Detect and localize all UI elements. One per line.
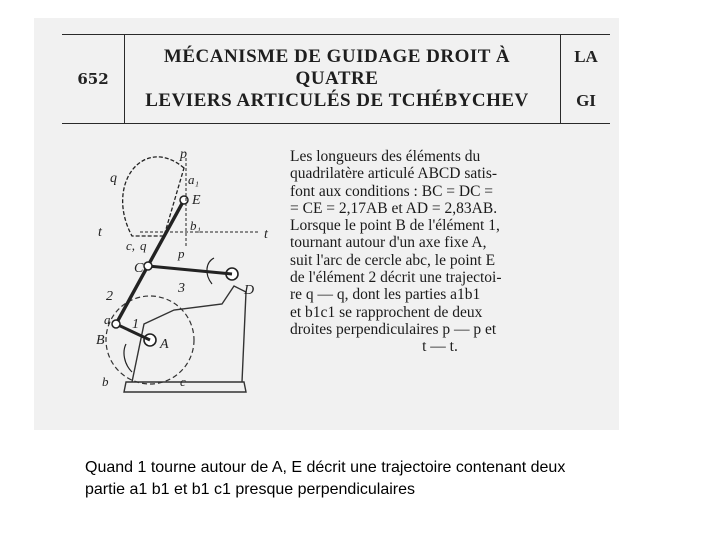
- label-B: B: [96, 333, 105, 348]
- joint-B: [112, 320, 120, 328]
- page-header: [62, 34, 610, 124]
- label-D: D: [244, 283, 255, 298]
- desc-line: t — t.: [422, 338, 458, 356]
- desc-line: = CE = 2,17AB et AD = 2,83AB.: [290, 199, 498, 217]
- trajectory-qq: [123, 157, 184, 236]
- ref-top: LA: [574, 47, 598, 66]
- label-c1: c,: [126, 238, 136, 253]
- caption-line-2: partie a1 b1 et b1 c1 presque perpendiculaires: [85, 481, 415, 498]
- desc-line: Lorsque le point B de l'élément 1,: [290, 217, 500, 235]
- caption: [85, 457, 685, 501]
- label-t-left: t: [98, 225, 102, 240]
- joint-C: [144, 262, 152, 270]
- label-c: c: [180, 374, 186, 389]
- label-b1: b₁: [190, 218, 202, 233]
- page-title: [124, 35, 550, 123]
- label-a1: a₁: [188, 172, 200, 187]
- rotation-arrow-A: [124, 344, 132, 372]
- desc-line: droites perpendiculaires p — p et: [290, 320, 497, 338]
- point-E: [180, 196, 188, 204]
- desc-line: et b1c1 se rapprochent de deux: [290, 303, 483, 321]
- link-3: [148, 266, 232, 274]
- scanned-page: [34, 18, 619, 430]
- title-line-2: LEVIERS ARTICULÉS DE TCHÉBYCHEV: [145, 90, 529, 111]
- label-E: E: [192, 193, 201, 208]
- description-text: [290, 148, 590, 356]
- label-A: A: [160, 337, 169, 352]
- label-1: 1: [132, 317, 139, 332]
- label-p-top: p: [180, 147, 187, 162]
- desc-line: quadrilatère articulé ABCD satis-: [290, 165, 498, 183]
- desc-line: de l'élément 2 décrit une trajectoi-: [290, 269, 502, 287]
- ref-bottom: GI: [576, 91, 596, 110]
- label-p-mid: p: [178, 246, 185, 261]
- label-q-left: q: [110, 171, 117, 186]
- label-t-right: t: [264, 227, 268, 242]
- section-reference: [560, 35, 611, 123]
- label-C: C: [134, 261, 144, 276]
- caption-line-1: Quand 1 tourne autour de A, E décrit une trajectoire contenant deux: [85, 459, 566, 476]
- desc-line: re q — q, dont les parties a1b1: [290, 286, 481, 304]
- label-3: 3: [178, 281, 185, 296]
- label-q-mid: q: [140, 238, 147, 253]
- desc-line: tournant autour d'un axe fixe A,: [290, 234, 487, 252]
- desc-line: Les longueurs des éléments du: [290, 148, 481, 165]
- desc-line: suit l'arc de cercle abc, le point E: [290, 251, 496, 269]
- label-2: 2: [106, 289, 113, 304]
- label-b: b: [102, 374, 109, 389]
- mechanism-figure: [74, 124, 292, 424]
- page-number: 652: [62, 35, 125, 123]
- desc-line: font aux conditions : BC = DC =: [290, 182, 494, 200]
- title-line-1: MÉCANISME DE GUIDAGE DROIT À QUATRE: [163, 46, 511, 89]
- label-a: a: [104, 312, 111, 327]
